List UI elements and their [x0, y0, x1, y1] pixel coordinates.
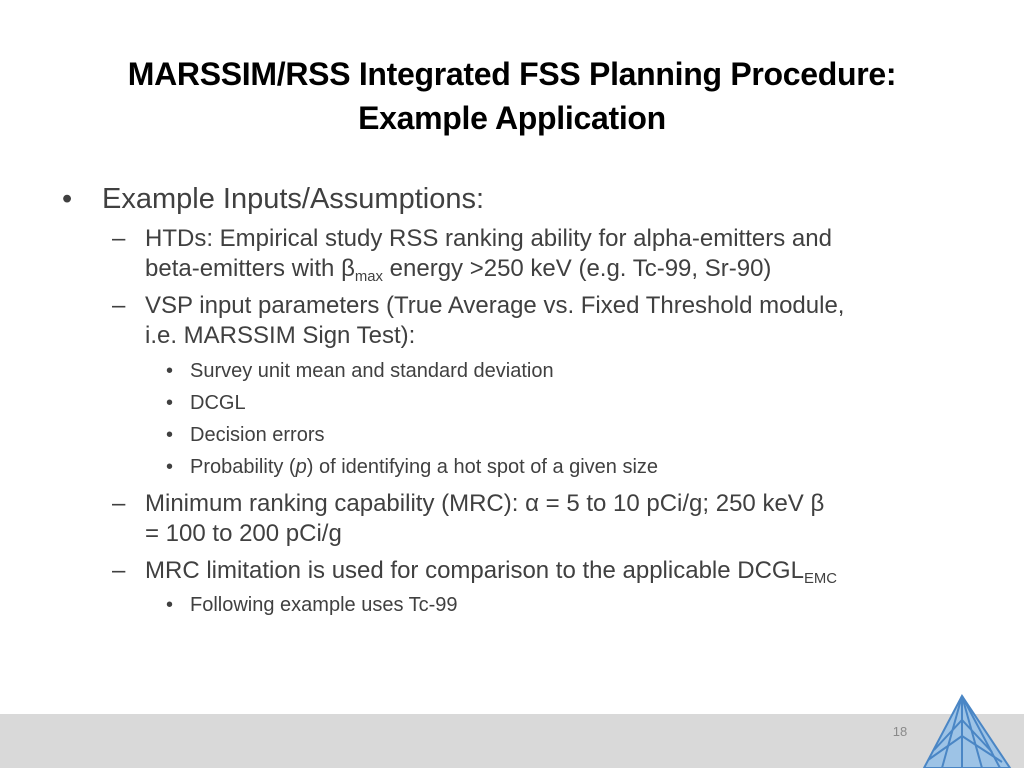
text-line: = 100 to 200 pCi/g — [145, 520, 342, 547]
title-line-2: Example Application — [358, 100, 666, 136]
text-line — [145, 254, 975, 284]
text-line — [145, 556, 975, 586]
page-number: 18 — [892, 724, 908, 739]
dash-marker: – — [112, 225, 126, 252]
sub-bullet-text — [145, 291, 975, 351]
list-item-text: Survey unit mean and standard deviation — [190, 360, 554, 382]
sub-bullet-text — [145, 556, 975, 586]
text-span: energy >250 keV (e.g. Tc-99, Sr-90) — [382, 255, 772, 282]
text-line: Minimum ranking capability (MRC): α = 5 to 10 pCi/g; 250 keV β — [145, 490, 825, 517]
sub-bullet-text — [145, 224, 975, 284]
text-line: VSP input parameters (True Average vs. Fixed Threshold module, — [145, 292, 845, 319]
text-span: beta-emitters with β — [145, 255, 355, 282]
text-line: i.e. MARSSIM Sign Test): — [145, 322, 416, 349]
bullet-marker: • — [166, 360, 174, 382]
text-span: ) of identifying a hot spot of a given size — [306, 456, 659, 478]
text-span: Probability ( — [190, 456, 296, 478]
list-item-text: Following example uses Tc-99 — [190, 594, 458, 616]
bullet-marker: • — [62, 183, 73, 215]
slide-title — [60, 52, 964, 140]
list-item-text — [190, 454, 658, 480]
footer-bar — [0, 714, 1024, 768]
dash-marker: – — [112, 490, 126, 517]
dash-marker: – — [112, 292, 126, 319]
italic-p: p — [295, 456, 307, 478]
bullet-marker: • — [166, 594, 174, 616]
subscript: max — [354, 269, 383, 286]
list-item-text: Decision errors — [190, 424, 325, 446]
sub-bullet-text — [145, 489, 975, 549]
text-span: MRC limitation is used for comparison to the applicable DCGL — [145, 557, 804, 584]
subscript: EMC — [803, 571, 838, 588]
bullet-marker: • — [166, 456, 174, 478]
list-item-text: DCGL — [190, 392, 246, 414]
bullet-marker: • — [166, 392, 174, 414]
pyramid-logo-icon — [920, 690, 1020, 768]
dash-marker: – — [112, 557, 126, 584]
title-line-1: MARSSIM/RSS Integrated FSS Planning Procedure: — [127, 56, 897, 92]
bullet-text: Example Inputs/Assumptions: — [102, 183, 485, 215]
bullet-marker: • — [166, 424, 174, 446]
text-line: HTDs: Empirical study RSS ranking ability for alpha-emitters and — [145, 225, 832, 252]
